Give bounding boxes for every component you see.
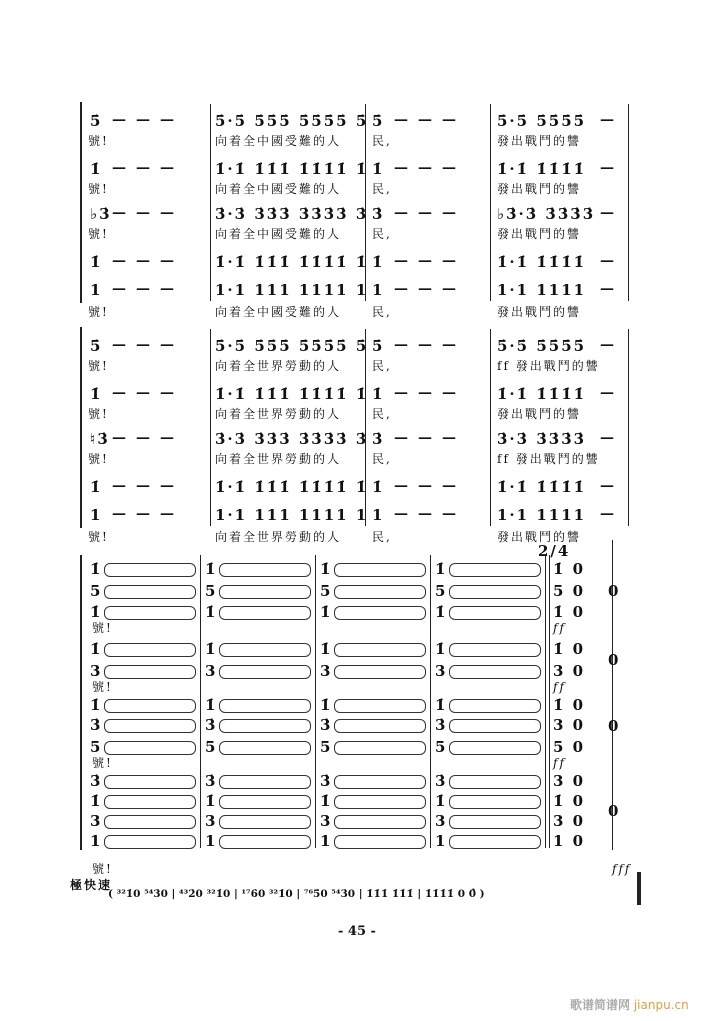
- tied-note: 1: [205, 832, 218, 850]
- tied-note: 3: [90, 662, 103, 680]
- note-m2: 1·1 111 1111 1: [215, 281, 369, 299]
- note-m4: 1̇·1̇ 1̇1̇1̇1̇: [497, 253, 587, 271]
- note-m3: 1̇: [372, 253, 385, 271]
- tie-box: [449, 815, 541, 829]
- tied-note: 3̇: [205, 716, 218, 734]
- note-m1: 1: [90, 506, 103, 524]
- sustain-dash: —: [600, 506, 624, 522]
- tied-note: 5: [435, 582, 448, 600]
- watermark-cn: 歌谱简谱网: [570, 998, 631, 1012]
- barline: [545, 555, 546, 848]
- lyric: 號!: [88, 452, 109, 466]
- tied-note: 1: [90, 832, 103, 850]
- note-m1: 1̇: [90, 385, 103, 403]
- tied-note: 3̇: [320, 772, 333, 790]
- sustain-dash: ———: [394, 281, 466, 297]
- lyric: 發出戰鬥的讐: [497, 530, 582, 544]
- barline: [549, 555, 550, 848]
- end-note: 1̇ 0: [553, 603, 586, 621]
- note-m4: 1̇·1̇ 1̇1̇1̇1̇: [497, 160, 587, 178]
- tied-note: 3̇: [90, 772, 103, 790]
- tie-box: [104, 606, 196, 620]
- tied-note: 1̇: [435, 640, 448, 658]
- sustain-dash: ———: [394, 253, 466, 269]
- sustain-dash: ———: [112, 506, 184, 522]
- tied-note: 5: [90, 738, 103, 756]
- barline: [80, 102, 82, 303]
- tied-note: 3̇: [435, 716, 448, 734]
- tied-note: 5: [320, 582, 333, 600]
- end-note: 5 0: [553, 738, 586, 756]
- tie-box: [334, 699, 426, 713]
- lyric: 發出戰鬥的讐: [497, 305, 582, 319]
- barline: [80, 555, 82, 850]
- note-m4: 1·1 1111: [497, 281, 587, 299]
- tie-box: [219, 835, 311, 849]
- tie-box: [104, 835, 196, 849]
- note-m2: 1·1 111 1111 1: [215, 506, 369, 524]
- tie-box: [334, 665, 426, 679]
- tied-note: 3: [90, 812, 103, 830]
- tie-box: [219, 815, 311, 829]
- end-note: 1̇ 0: [553, 696, 586, 714]
- lyric: 民,: [372, 359, 392, 373]
- sustain-dash: —: [600, 205, 624, 221]
- dynamic-mark: ff: [553, 756, 566, 770]
- tie-box: [219, 795, 311, 809]
- tie-box: [219, 606, 311, 620]
- tied-note: 1̇: [90, 560, 103, 578]
- tie-box: [104, 665, 196, 679]
- tie-box: [334, 719, 426, 733]
- lyric: 民,: [372, 305, 392, 319]
- sustain-dash: ———: [112, 205, 184, 221]
- note-m2: 5̇·5̇ 5̇5̇5̇ 5̇5̇5̇5̇ 5̇: [215, 112, 369, 130]
- tie-box: [104, 815, 196, 829]
- tie-box: [449, 665, 541, 679]
- tie-box: [449, 606, 541, 620]
- end-note: 3 0: [553, 662, 586, 680]
- tied-note: 3: [205, 812, 218, 830]
- note-m2: 1̇·1̇ 1̇1̇1̇ 1̇1̇1̇1̇ 1̇: [215, 160, 369, 178]
- note-m3: 3̇: [372, 430, 385, 448]
- rest: 0: [608, 717, 621, 735]
- sustain-dash: ———: [394, 430, 466, 446]
- note-m4: 5̇·5̇ 5̇5̇5̇5̇: [497, 337, 587, 355]
- tie-box: [219, 741, 311, 755]
- tied-note: 3: [320, 812, 333, 830]
- lyric: 號!: [92, 621, 113, 635]
- sustain-dash: ———: [112, 253, 184, 269]
- note-m3: 1: [372, 281, 385, 299]
- note-m3: 1̇: [372, 478, 385, 496]
- end-note: 1̇ 0: [553, 560, 586, 578]
- tied-note: 3: [435, 812, 448, 830]
- end-note: 1̇ 0: [553, 792, 586, 810]
- tie-box: [219, 699, 311, 713]
- note-m4: 1̇·1̇ 1̇1̇1̇1̇: [497, 385, 587, 403]
- barline: [210, 104, 211, 301]
- tie-box: [449, 563, 541, 577]
- watermark-en: jianpu.cn: [633, 998, 689, 1012]
- tie-box: [449, 719, 541, 733]
- tie-box: [104, 585, 196, 599]
- sustain-dash: —: [600, 112, 624, 128]
- page-number: - 45 -: [338, 924, 376, 939]
- lyric: 號!: [92, 680, 113, 694]
- tied-note: 3̇: [205, 772, 218, 790]
- dynamic-mark: ff: [553, 621, 566, 635]
- tied-note: 3̇: [320, 716, 333, 734]
- lyric: 民,: [372, 452, 392, 466]
- tie-box: [104, 699, 196, 713]
- tie-box: [219, 563, 311, 577]
- tied-note: 1̇: [320, 560, 333, 578]
- tied-note: 1̇: [90, 696, 103, 714]
- sustain-dash: —: [600, 160, 624, 176]
- lyric: 民,: [372, 134, 392, 148]
- tied-note: 1̇: [205, 640, 218, 658]
- tie-box: [104, 719, 196, 733]
- barline: [365, 329, 366, 526]
- lyric: 向着全世界勞動的人: [215, 359, 342, 373]
- sustain-dash: ———: [112, 478, 184, 494]
- lyric: 號!: [88, 134, 109, 148]
- tied-note: 1̇: [435, 560, 448, 578]
- note-m1: ♭3̇: [90, 205, 112, 223]
- note-m4: 5̇·5̇ 5̇5̇5̇5̇: [497, 112, 587, 130]
- tied-note: 1̇: [320, 640, 333, 658]
- note-m1: 5̇: [90, 337, 103, 355]
- sustain-dash: ———: [394, 112, 466, 128]
- barline: [637, 872, 641, 905]
- note-m2: 1̇·1̇ 1̇1̇1̇ 1̇1̇1̇1̇ 1̇: [215, 253, 369, 271]
- note-m4: 1·1 1111: [497, 506, 587, 524]
- sustain-dash: ———: [112, 112, 184, 128]
- tie-box: [219, 775, 311, 789]
- tied-note: 3: [205, 662, 218, 680]
- tie-box: [449, 741, 541, 755]
- sustain-dash: —: [600, 253, 624, 269]
- end-note: 3 0: [553, 812, 586, 830]
- tie-box: [334, 563, 426, 577]
- tied-note: 1̇: [205, 560, 218, 578]
- note-m3: 5̇: [372, 337, 385, 355]
- coda-line: ( ³²1̇0 ⁵⁴3̇0 | ⁴³2̇0 ³²1̇0 | ¹⁷6̇0 ³²1̇0 | ⁷⁶5̇0 ⁵⁴3̇0 | 1̇1̇1̇ 1̇1̇1̇ | 1̇1̇1̇1̇ 0 0̂ ): [108, 888, 485, 900]
- time-signature: 2/4: [538, 542, 571, 560]
- lyric: 民,: [372, 227, 392, 241]
- tie-box: [334, 835, 426, 849]
- tie-box: [449, 775, 541, 789]
- sustain-dash: —: [600, 478, 624, 494]
- tied-note: 5: [90, 582, 103, 600]
- note-m3: 3̇: [372, 205, 385, 223]
- tied-note: 3: [435, 662, 448, 680]
- tied-note: 1̇: [320, 696, 333, 714]
- lyric: 向着全世界勞動的人: [215, 452, 342, 466]
- tied-note: 1̇: [90, 640, 103, 658]
- sustain-dash: ———: [112, 281, 184, 297]
- lyric: 發出戰鬥的讐: [497, 227, 582, 241]
- sustain-dash: ———: [394, 160, 466, 176]
- sustain-dash: —: [600, 385, 624, 401]
- lyric: 號!: [88, 407, 109, 421]
- sustain-dash: ———: [112, 160, 184, 176]
- tie-box: [449, 585, 541, 599]
- note-m1: 1̇: [90, 160, 103, 178]
- sustain-dash: ———: [112, 385, 184, 401]
- tied-note: 1̇: [435, 792, 448, 810]
- note-m1: 1̇: [90, 253, 103, 271]
- note-m3: 1: [372, 506, 385, 524]
- barline: [628, 329, 629, 526]
- note-m1: 1̇: [90, 478, 103, 496]
- sustain-dash: ———: [394, 337, 466, 353]
- lyric: 向着全中國受難的人: [215, 182, 342, 196]
- watermark: [570, 996, 689, 1013]
- tie-box: [334, 585, 426, 599]
- lyric: ff 發出戰鬥的讐: [497, 359, 600, 373]
- note-m1: ♮3̇: [90, 430, 110, 448]
- note-m4: 1̇·1̇ 1̇1̇1̇1̇: [497, 478, 587, 496]
- tied-note: 1̇: [320, 792, 333, 810]
- rest: 0: [608, 581, 621, 600]
- note-m2: 5̇·5̇ 5̇5̇5̇ 5̇5̇5̇5̇ 5̇: [215, 337, 369, 355]
- note-m1: 5̇: [90, 112, 103, 130]
- note-m3: 5̇: [372, 112, 385, 130]
- lyric: 號!: [88, 182, 109, 196]
- note-m2: 1̇·1̇ 1̇1̇1̇ 1̇1̇1̇1̇ 1̇: [215, 385, 369, 403]
- sustain-dash: ———: [394, 478, 466, 494]
- tie-box: [449, 795, 541, 809]
- tied-note: 5: [205, 582, 218, 600]
- barline: [490, 329, 491, 526]
- barline: [365, 104, 366, 301]
- lyric: 發出戰鬥的讐: [497, 182, 582, 196]
- lyric: 民,: [372, 182, 392, 196]
- lyric: 號!: [88, 305, 109, 319]
- sustain-dash: ———: [112, 337, 184, 353]
- tie-box: [334, 775, 426, 789]
- sustain-dash: ———: [394, 506, 466, 522]
- tie-box: [104, 741, 196, 755]
- sustain-dash: ———: [394, 385, 466, 401]
- tied-note: 3̇: [435, 772, 448, 790]
- rest: 0: [608, 651, 621, 669]
- lyric: 民,: [372, 407, 392, 421]
- tied-note: 1̇: [205, 792, 218, 810]
- tie-box: [219, 585, 311, 599]
- barline: [430, 555, 431, 848]
- tied-note: 1̇: [435, 696, 448, 714]
- lyric: ff 發出戰鬥的讐: [497, 452, 600, 466]
- note-m2: 3̇·3̇ 3̇3̇3̇ 3̇3̇3̇3̇ 3̇: [215, 205, 369, 223]
- tie-box: [449, 643, 541, 657]
- lyric: 號!: [88, 530, 109, 544]
- note-m4: ♭3̇·3̇ 3̇3̇3̇3̇: [497, 205, 596, 223]
- barline: [315, 555, 316, 848]
- tie-box: [219, 719, 311, 733]
- tie-box: [449, 835, 541, 849]
- end-note: 3 0: [553, 772, 586, 790]
- end-note: 1̇ 0: [553, 640, 586, 658]
- sustain-dash: ———: [394, 205, 466, 221]
- end-note: 1 0: [553, 832, 586, 850]
- lyric: 號!: [92, 756, 113, 770]
- end-note: 5 0: [553, 582, 586, 600]
- tied-note: 1̇: [205, 696, 218, 714]
- tied-note: 5: [320, 738, 333, 756]
- tie-box: [334, 815, 426, 829]
- lyric: 發出戰鬥的讐: [497, 407, 582, 421]
- sustain-dash: —: [600, 281, 624, 297]
- note-m4: 3̇·3̇ 3̇3̇3̇3̇: [497, 430, 587, 448]
- tie-box: [104, 563, 196, 577]
- barline: [628, 104, 629, 301]
- lyric: 向着全中國受難的人: [215, 134, 342, 148]
- lyric: 號!: [88, 359, 109, 373]
- tied-note: 1̇: [90, 792, 103, 810]
- note-m1: 1: [90, 281, 103, 299]
- note-m3: 1̇: [372, 385, 385, 403]
- tempo-marking: 極快速: [70, 878, 113, 892]
- tie-box: [104, 775, 196, 789]
- lyric: 民,: [372, 530, 392, 544]
- lyric: 發出戰鬥的讐: [497, 134, 582, 148]
- lyric: 向着全中國受難的人: [215, 227, 342, 241]
- tied-note: 1̇: [205, 603, 218, 621]
- tied-note: 1̇: [90, 603, 103, 621]
- sustain-dash: —: [600, 337, 624, 353]
- tie-box: [449, 699, 541, 713]
- lyric: 向着全世界勞動的人: [215, 530, 342, 544]
- end-note: 3 0: [553, 716, 586, 734]
- note-m2: 1̇·1̇ 1̇1̇1̇ 1̇1̇1̇1̇ 1̇: [215, 478, 369, 496]
- sustain-dash: —: [600, 430, 624, 446]
- tied-note: 3̇: [90, 716, 103, 734]
- barline: [210, 329, 211, 526]
- barline: [490, 104, 491, 301]
- dynamic-fff: fff: [612, 862, 632, 876]
- tie-box: [219, 665, 311, 679]
- rest: 0: [608, 802, 621, 820]
- tied-note: 1̇: [435, 603, 448, 621]
- note-m2: 3̇·3̇ 3̇3̇3̇ 3̇3̇3̇3̇ 3̇: [215, 430, 369, 448]
- barline: [80, 327, 82, 528]
- tie-box: [334, 795, 426, 809]
- note-m3: 1̇: [372, 160, 385, 178]
- sustain-dash: ———: [112, 430, 184, 446]
- tied-note: 1: [320, 832, 333, 850]
- tie-box: [219, 643, 311, 657]
- dynamic-mark: ff: [553, 680, 566, 694]
- tied-note: 5: [205, 738, 218, 756]
- lyric: 號!: [88, 227, 109, 241]
- tie-box: [104, 795, 196, 809]
- tie-box: [334, 643, 426, 657]
- tie-box: [334, 606, 426, 620]
- tie-box: [104, 643, 196, 657]
- lyric: 號!: [92, 862, 113, 876]
- tied-note: 5: [435, 738, 448, 756]
- tie-box: [334, 741, 426, 755]
- tied-note: 1: [435, 832, 448, 850]
- lyric: 向着全中國受難的人: [215, 305, 342, 319]
- lyric: 向着全世界勞動的人: [215, 407, 342, 421]
- barline: [200, 555, 201, 848]
- tied-note: 3: [320, 662, 333, 680]
- tied-note: 1̇: [320, 603, 333, 621]
